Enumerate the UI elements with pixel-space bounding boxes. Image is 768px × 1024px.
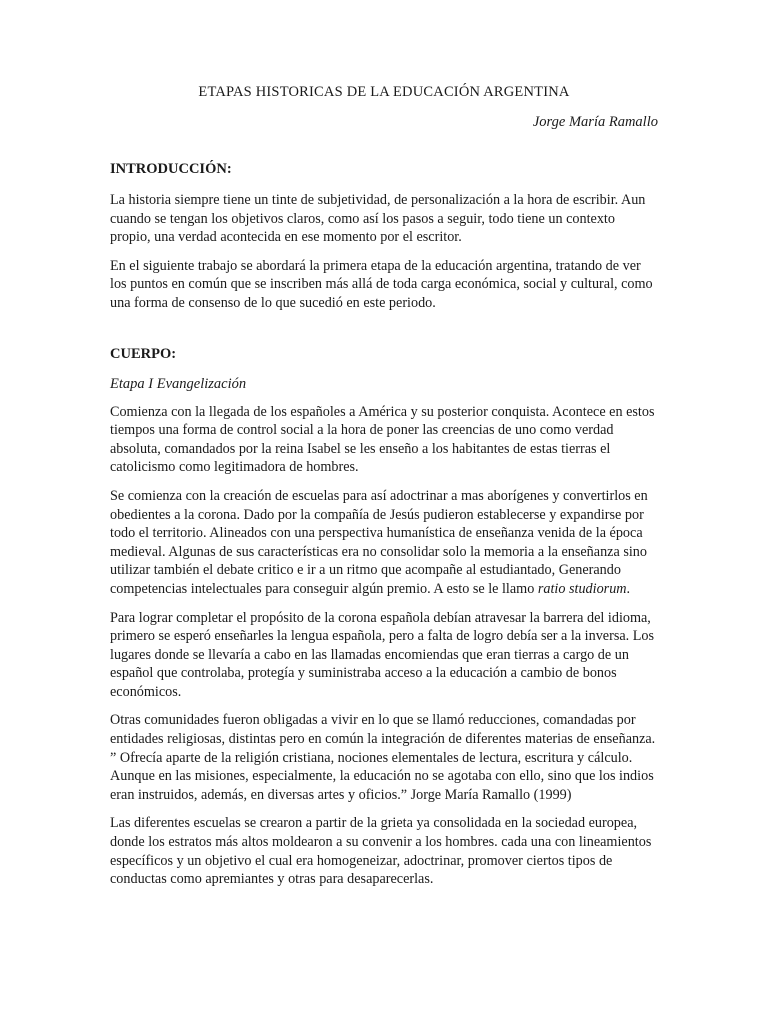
introduccion-heading: INTRODUCCIÓN: (110, 161, 232, 177)
introduccion-paragraph-2: En el siguiente trabajo se abordará la primera etapa de la educación argentina, tratando de ver los puntos en común que se inscriben más allá de toda carga económica, social y cultural, como una forma de consenso de lo que sucedió en este periodo. (110, 257, 653, 311)
document-author: Jorge María Ramallo (532, 114, 658, 130)
introduccion-paragraph-1: La historia siempre tiene un tinte de subjetividad, de personalización a la hora de escribir. Aun cuando se tengan los objetivos claros, como así los pasos a seguir, todo tiene un contexto propio, una verdad acontecida en ese momento por el escritor. (110, 192, 646, 246)
cuerpo-paragraph-2-end: . (626, 580, 631, 597)
cuerpo-heading: CUERPO: (110, 345, 177, 362)
cuerpo-paragraph-5: Las diferentes escuelas se crearon a partir de la grieta ya consolidada en la sociedad europea, donde los estratos más altos moldearon a su convenir a los hombres. cada una con lineamientos específicos y un objetivo el cual era homogeneizar, adoctrinar, promover ciertos tipos de conductas como apremiantes y otras para desaparecerlas. (110, 815, 652, 888)
cuerpo-paragraph-2 (110, 487, 658, 599)
ratio-studiorum-term: ratio studiorum (537, 580, 627, 597)
cuerpo-paragraph-4: Otras comunidades fueron obligadas a vivir en lo que se llamó reducciones, comandadas por entidades religiosas, distintas pero en común la integración de diferentes materias de enseñanza. ” Ofrecía aparte de la religión cristiana, nociones elementales de lectura, escritura y cálculo. Aunque en las misiones, especialmente, la educación no se agotaba con ello, sino que los indios eran instruidos, además, en diversas artes y oficios.” Jorge María Ramallo (1999) (110, 712, 656, 803)
document-page (110, 84, 658, 899)
cuerpo-paragraph-3: Para lograr completar el propósito de la corona española debían atravesar la barrera del idioma, primero se esperó enseñarles la lengua española, pero a falta de logro debía ser a la inversa. Los lugares donde se llevaría a cabo en las llamadas encomiendas que eran tierras a cargo de un español que controlaba, protegía y suministraba acceso a la educación a cambio de bonos económicos. (110, 609, 655, 700)
etapa-i-heading: Etapa I Evangelización (110, 375, 247, 392)
cuerpo-paragraph-2-text: Se comienza con la creación de escuelas para así adoctrinar a mas aborígenes y convertirlos en obedientes a la corona. Dado por la compañía de Jesús pudieron establecerse y expandirse por todo el territorio. Alineados con una perspectiva humanística de enseñanza venida de la época medieval. Algunas de sus características era no consolidar solo la memoria a la enseñanza sino utilizar también el debate critico e ir a un ritmo que acompañe al estudiantado, Generando competencias intelectuales para conseguir algún premio. A esto se le llamo (110, 487, 648, 597)
cuerpo-paragraph-1: Comienza con la llegada de los españoles a América y su posterior conquista. Acontece en estos tiempos una forma de control social a la hora de poner las creencias de uno como verdad absoluta, comandados por la reina Isabel se les enseño a los habitantes de estas tierras el catolicismo como legitimadora de hombres. (110, 403, 655, 476)
document-title: ETAPAS HISTORICAS DE LA EDUCACIÓN ARGENTINA (198, 84, 570, 100)
